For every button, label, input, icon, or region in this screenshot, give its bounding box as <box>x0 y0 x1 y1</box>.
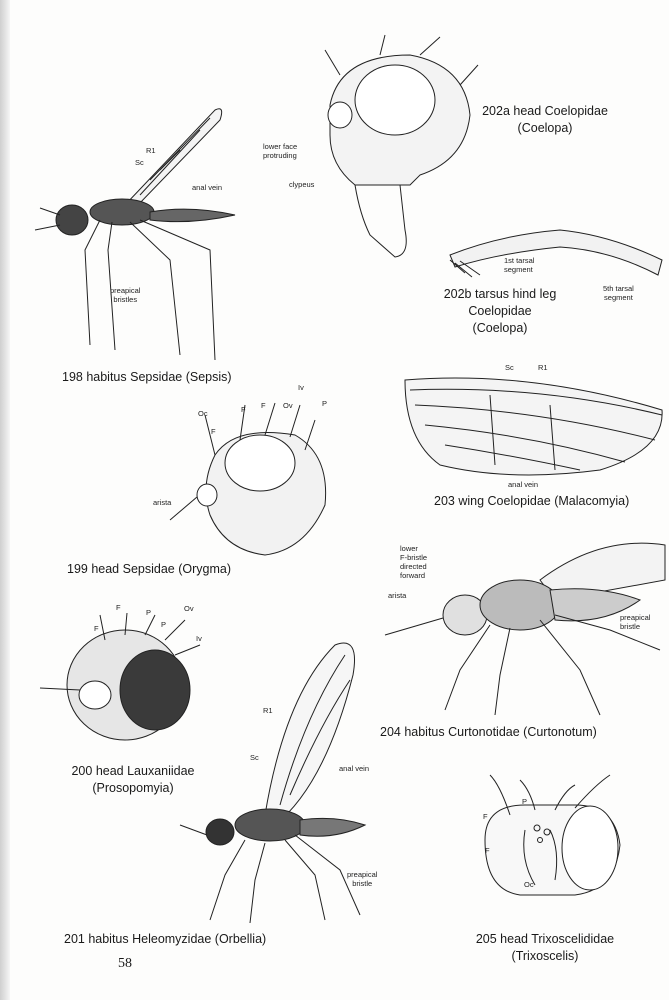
fig200-label-p1: P <box>146 608 152 617</box>
fig201-label-preapical-line1: preapical <box>347 870 378 879</box>
fig202b-caption-line1: 202b tarsus hind leg <box>443 287 557 301</box>
fig201-label-preapical-line2: bristle <box>352 879 373 888</box>
figure-203-drawing <box>400 370 668 482</box>
fig198-label-preapical-line2: bristles <box>113 295 138 304</box>
fig202a-caption <box>470 103 620 137</box>
fig198-label-sc: Sc <box>135 158 144 167</box>
fig202b-label-5th-tarsal <box>603 284 634 302</box>
fig203-label-sc: Sc <box>505 363 514 372</box>
fig198-label-preapical <box>110 286 140 304</box>
fig204-label-lower-line1: lower <box>400 544 418 553</box>
fig205-caption-line2: (Trixoscelis) <box>511 949 579 963</box>
fig204-caption: 204 habitus Curtonotidae (Curtonotum) <box>380 725 597 739</box>
fig204-label-arista: arista <box>388 591 407 600</box>
fig199-label-f3: F <box>211 427 216 436</box>
fig202b-caption <box>420 286 580 337</box>
fig202a-label-lower-face <box>263 142 297 160</box>
fig200-label-p2: P <box>161 620 167 629</box>
fig200-label-iv: Iv <box>196 634 202 643</box>
fig199-label-f1: F <box>241 405 246 414</box>
fig200-caption-line1: 200 head Lauxaniidae <box>71 764 195 778</box>
fig202a-label-lower-face-line1: lower face <box>263 142 298 151</box>
figure-201-drawing <box>175 635 378 925</box>
fig204-label-lower-line4: forward <box>400 571 426 580</box>
figure-199-drawing <box>165 395 345 565</box>
fig198-label-anal-vein: anal vein <box>192 183 223 192</box>
fig202b-label-1st-tarsal <box>504 256 534 274</box>
fig201-label-preapical <box>347 870 377 888</box>
fig198-label-r1: R1 <box>146 146 156 155</box>
fig201-label-r1: R1 <box>263 706 273 715</box>
fig199-label-oc: Oc <box>198 409 208 418</box>
fig202b-label-1st-tarsal-line1: 1st tarsal <box>504 256 535 265</box>
fig202b-label-5th-tarsal-line2: segment <box>604 293 633 302</box>
fig203-label-anal-vein: anal vein <box>508 480 539 489</box>
fig202b-label-5th-tarsal-line1: 5th tarsal <box>603 284 634 293</box>
fig200-label-f1: F <box>94 624 99 633</box>
page-binding-edge <box>0 0 10 1000</box>
fig199-label-ov: Ov <box>283 401 293 410</box>
fig205-label-f2: F <box>485 846 490 855</box>
fig199-label-iv: Iv <box>298 383 304 392</box>
fig204-label-lower-line3: directed <box>400 562 427 571</box>
fig203-label-r1: R1 <box>538 363 548 372</box>
fig199-label-arista: arista <box>153 498 172 507</box>
fig205-label-f1: F <box>483 812 488 821</box>
fig204-label-lower-f-bristle <box>400 544 427 580</box>
fig204-label-lower-line2: F-bristle <box>400 553 428 562</box>
fig204-label-preapical-line2: bristle <box>620 622 641 631</box>
fig201-label-anal-vein: anal vein <box>339 764 370 773</box>
figure-198-drawing <box>30 100 250 365</box>
fig201-label-sc: Sc <box>250 753 259 762</box>
fig204-label-preapical-line1: preapical <box>620 613 651 622</box>
fig199-label-f2: F <box>261 401 266 410</box>
page-number: 58 <box>118 956 132 971</box>
fig202a-label-lower-face-line2: protruding <box>263 151 297 160</box>
fig202b-caption-line3: (Coelopa) <box>472 321 528 335</box>
fig204-label-preapical <box>620 613 650 631</box>
fig200-label-ov: Ov <box>184 604 194 613</box>
fig202a-caption-line1: 202a head Coelopidae <box>482 104 608 118</box>
fig198-caption: 198 habitus Sepsidae (Sepsis) <box>62 370 232 384</box>
fig202b-label-1st-tarsal-line2: segment <box>504 265 533 274</box>
fig202a-label-clypeus: clypeus <box>289 180 315 189</box>
fig205-caption <box>460 931 630 965</box>
fig205-label-oc: Oc <box>524 880 534 889</box>
fig198-label-preapical-line1: preapical <box>110 286 141 295</box>
fig199-caption: 199 head Sepsidae (Orygma) <box>67 562 231 576</box>
fig200-caption-line2: (Prosopomyia) <box>92 781 174 795</box>
fig201-caption: 201 habitus Heleomyzidae (Orbellia) <box>64 932 267 946</box>
fig199-label-p: P <box>322 399 328 408</box>
fig205-caption-line1: 205 head Trixoscelididae <box>475 932 615 946</box>
fig203-caption: 203 wing Coelopidae (Malacomyia) <box>434 494 630 508</box>
fig205-label-p: P <box>522 797 528 806</box>
fig202a-caption-line2: (Coelopa) <box>517 121 573 135</box>
fig202b-caption-line2: Coelopidae <box>468 304 532 318</box>
fig200-label-f2: F <box>116 603 121 612</box>
figure-202b-drawing <box>440 205 665 295</box>
figure-205-drawing <box>465 770 630 905</box>
